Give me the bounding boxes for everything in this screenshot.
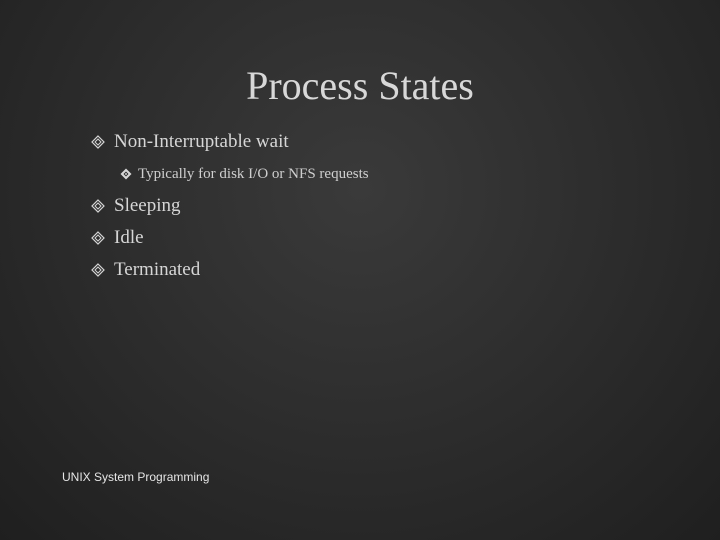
bullet-item-terminated (88, 254, 688, 286)
diamond-outline-icon (88, 196, 108, 216)
slide-title (0, 62, 720, 110)
bullet-text: Idle (114, 227, 144, 248)
bullet-list (88, 126, 688, 286)
bullet-text: Non-Interruptable wait (114, 131, 289, 152)
bullet-item-sleeping (88, 190, 688, 222)
diamond-outline-icon (88, 228, 108, 248)
sub-bullet-text: Typically for disk I/O or NFS requests (138, 165, 369, 182)
bullet-text: Sleeping (114, 195, 181, 216)
diamond-filled-icon (118, 166, 134, 182)
bullet-item-idle (88, 222, 688, 254)
sub-bullet-item-disk-io (88, 158, 688, 190)
diamond-outline-icon (88, 132, 108, 152)
bullet-item-non-interruptable-wait (88, 126, 688, 158)
diamond-outline-icon (88, 260, 108, 280)
bullet-text: Terminated (114, 259, 201, 280)
slide-footer: UNIX System Programming (62, 470, 210, 484)
slide-title-text: Process States (246, 63, 474, 108)
